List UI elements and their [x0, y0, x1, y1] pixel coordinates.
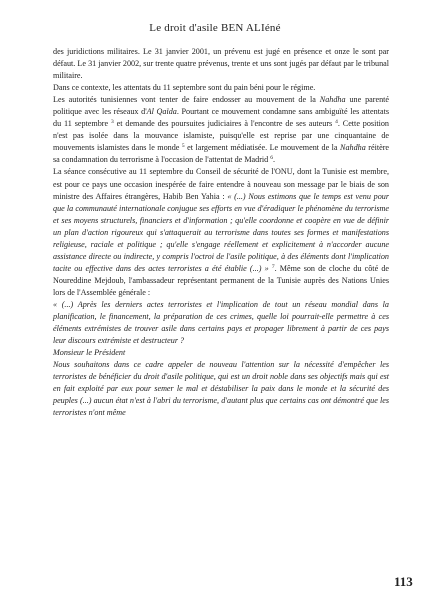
footnote-ref: 7: [271, 263, 275, 270]
italic-text: « (...) Après les derniers actes terroristes et l'implication de tout un réseau mondial dans la planification, le financement, la préparation de ces crimes, quelle loi pourrait-elle permettre à ces éléments extrémistes de trouver asile dans certains pays et propager librement à partir de ces pays leur discours extrémiste et destructeur ?: [53, 299, 389, 346]
text-run: La séance consécutive au 11 septembre du Conseil de sécurité de l'ONU, dont la Tunisie est membre, est pour ce pays une occasion inespérée de faire entendre à nouveau son message par le biais de son ministre des Affaires étrangères, Habib Ben Yahia :: [53, 167, 389, 201]
italic-text: « (...) Nous estimons que le temps est venu pour que la communauté internationale conjugue ses efforts en vue d'éradiquer le phénomène du terrorisme et ses moyens structurels, financiers et d'information ; qu'elle coordonne et coopère en vue de définir un plan d'action rigoureux qui s'attaquerait au terrorisme dans toutes ses formes et manifestations religieuse, raciale et politique ; qu'elle s'engage réellement et explicitement à n'accorder aucune assistance directe ou indirecte, y compris l'octroi de l'asile politique, à des éléments dont l'implication tacite ou effective dans des actes terroristes a été établie (...) »: [53, 191, 389, 273]
text-run: Dans ce contexte, les attentats du 11 septembre sont du pain béni pour le régime.: [53, 83, 316, 93]
text-run: des juridictions militaires. Le 31 janvier 2001, un prévenu est jugé en présence et onze le sont par défaut. Le 31 janvier 2002, sur trente quatre prévenus, trente et uns sont jugés par défaut par le tribunal militaire.: [53, 47, 389, 81]
text-run: . Cette position n'est pas isolée dans la mouvance islamiste, puisqu'elle est reprise par une cinquantaine de mouvements islamistes dans le monde: [53, 119, 389, 153]
italic-text: Monsieur le Président: [53, 348, 126, 358]
paragraph: [53, 347, 389, 359]
italic-text: Al Qaïda: [146, 107, 177, 117]
paragraph: [53, 46, 389, 82]
text-run: . Pourtant ce mouvement condamne sans ambiguïté les attentats du 11 septembre: [53, 107, 389, 129]
italic-text: Nous souhaitons dans ce cadre appeler de nouveau l'attention sur la nécessité d'empêcher les terroristes de bénéficier du droit d'asile politique, qui est un droit noble dans ses objectifs mais qui est en fait exploité par eux pour semer le mal et déstabiliser la paix dans le monde et la sécurité des peuples (...) aucun état n'est à l'abri du terrorisme, d'autant plus que certains cas ont démontré que les terroristes n'ont même: [53, 360, 389, 418]
page-number: 113: [394, 574, 413, 589]
italic-text: Nahdha: [319, 95, 346, 105]
body-text: [53, 46, 389, 419]
footnote-ref: 5: [181, 143, 185, 150]
paragraph: [53, 299, 389, 347]
text-run: .: [273, 155, 276, 165]
text-run: . Même son de cloche du côté de Noureddine Mejdoub, l'ambassadeur représentant permanent de la Tunisie auprès des Nations Unies lors de l'Assemblée générale :: [53, 263, 390, 297]
text-run: réitère sa condamnation du terrorisme à l'occasion de l'attentat de Madrid: [53, 143, 390, 165]
text-run: et largement médiatisée. Le mouvement de la: [184, 143, 341, 153]
italic-text: Nahdha: [340, 143, 366, 153]
text-run: une parenté politique avec les réseaux d': [53, 95, 390, 117]
text-run: Les autorités tunisiennes vont tenter de faire endosser au mouvement de la: [53, 95, 320, 105]
text-run: et demande des poursuites judiciaires à l'encontre de ses auteurs: [113, 119, 336, 129]
paragraph: [53, 94, 389, 166]
footnote-ref: 6: [270, 155, 274, 162]
paragraph: [53, 359, 389, 419]
footnote-ref: 4: [335, 119, 338, 126]
footnote-ref: 3: [111, 119, 114, 126]
paragraph: [53, 166, 389, 299]
paragraph: [53, 82, 389, 94]
running-header: Le droit d'asile BEN ALIéné: [149, 22, 281, 34]
